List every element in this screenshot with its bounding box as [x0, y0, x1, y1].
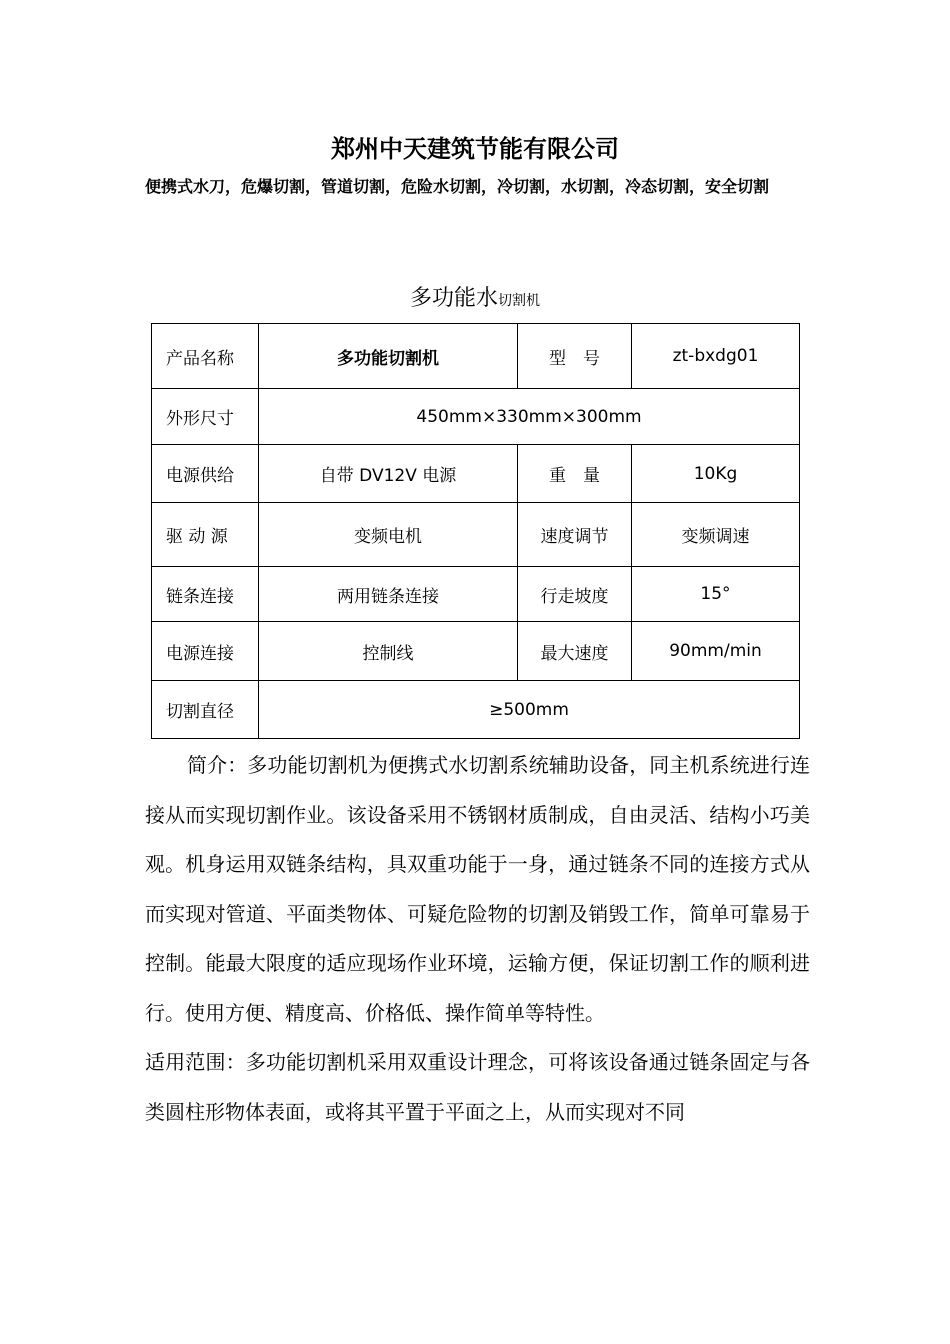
table-row — [152, 445, 800, 503]
cell-power-label: 电源供给 — [152, 445, 259, 503]
product-title-main: 多功能水 — [409, 286, 498, 311]
table-row — [152, 324, 800, 389]
cell-diameter-label: 切割直径 — [152, 681, 259, 739]
cell-speed-adj-label: 速度调节 — [518, 503, 632, 567]
table-row — [152, 622, 800, 681]
cell-size-value: 450mm×330mm×300mm — [259, 389, 800, 445]
table-row — [152, 389, 800, 445]
spec-table — [151, 323, 800, 739]
cell-chain-value: 两用链条连接 — [259, 567, 518, 622]
cell-size-label: 外形尺寸 — [152, 389, 259, 445]
product-title — [0, 282, 950, 318]
table-row — [152, 567, 800, 622]
cell-power-conn-value: 控制线 — [259, 622, 518, 681]
intro-paragraph: 简介：多功能切割机为便携式水切割系统辅助设备，同主机系统进行连接从而实现切割作业。该设备采用不锈钢材质制成，自由灵活、结构小巧美观。机身运用双链条结构，具双重功能于一身，通过链条不同的连接方式从而实现对管道、平面类物体、可疑危险物的切割及销毁工作，简单可靠易于控制。能最大限度的适应现场作业环境，运输方便，保证切割工作的顺利进行。使用方便、精度高、价格低、操作简单等特性。 — [145, 753, 810, 1025]
cell-name-label: 产品名称 — [152, 324, 259, 389]
table-row — [152, 681, 800, 739]
cell-power-value: 自带 DV12V 电源 — [259, 445, 518, 503]
cell-slope-label: 行走坡度 — [518, 567, 632, 622]
cell-speed-adj-value: 变频调速 — [632, 503, 800, 567]
cell-power-conn-label: 电源连接 — [152, 622, 259, 681]
cell-drive-value: 变频电机 — [259, 503, 518, 567]
cell-model-label: 型 号 — [518, 324, 632, 389]
cell-drive-label: 驱 动 源 — [152, 503, 259, 567]
cell-chain-label: 链条连接 — [152, 567, 259, 622]
scope-paragraph: 适用范围：多功能切割机采用双重设计理念，可将该设备通过链条固定与各类圆柱形物体表面，或将其平置于平面之上，从而实现对不同 — [145, 1050, 810, 1124]
cell-slope-value: 15° — [632, 567, 800, 622]
cell-name-value: 多功能切割机 — [259, 324, 518, 389]
cell-diameter-value: ≥500mm — [259, 681, 800, 739]
cell-max-speed-value: 90mm/min — [632, 622, 800, 681]
keywords-line: 便携式水刀，危爆切割，管道切割，危险水切割，冷切割，水切割，冷态切割，安全切割 — [145, 177, 770, 196]
body-text — [145, 741, 810, 1137]
cell-max-speed-label: 最大速度 — [518, 622, 632, 681]
cell-weight-label: 重 量 — [518, 445, 632, 503]
cell-weight-value: 10Kg — [632, 445, 800, 503]
cell-model-value: zt-bxdg01 — [632, 324, 800, 389]
company-title: 郑州中天建筑节能有限公司 — [331, 135, 619, 163]
product-title-suffix: 切割机 — [498, 293, 540, 309]
table-row — [152, 503, 800, 567]
